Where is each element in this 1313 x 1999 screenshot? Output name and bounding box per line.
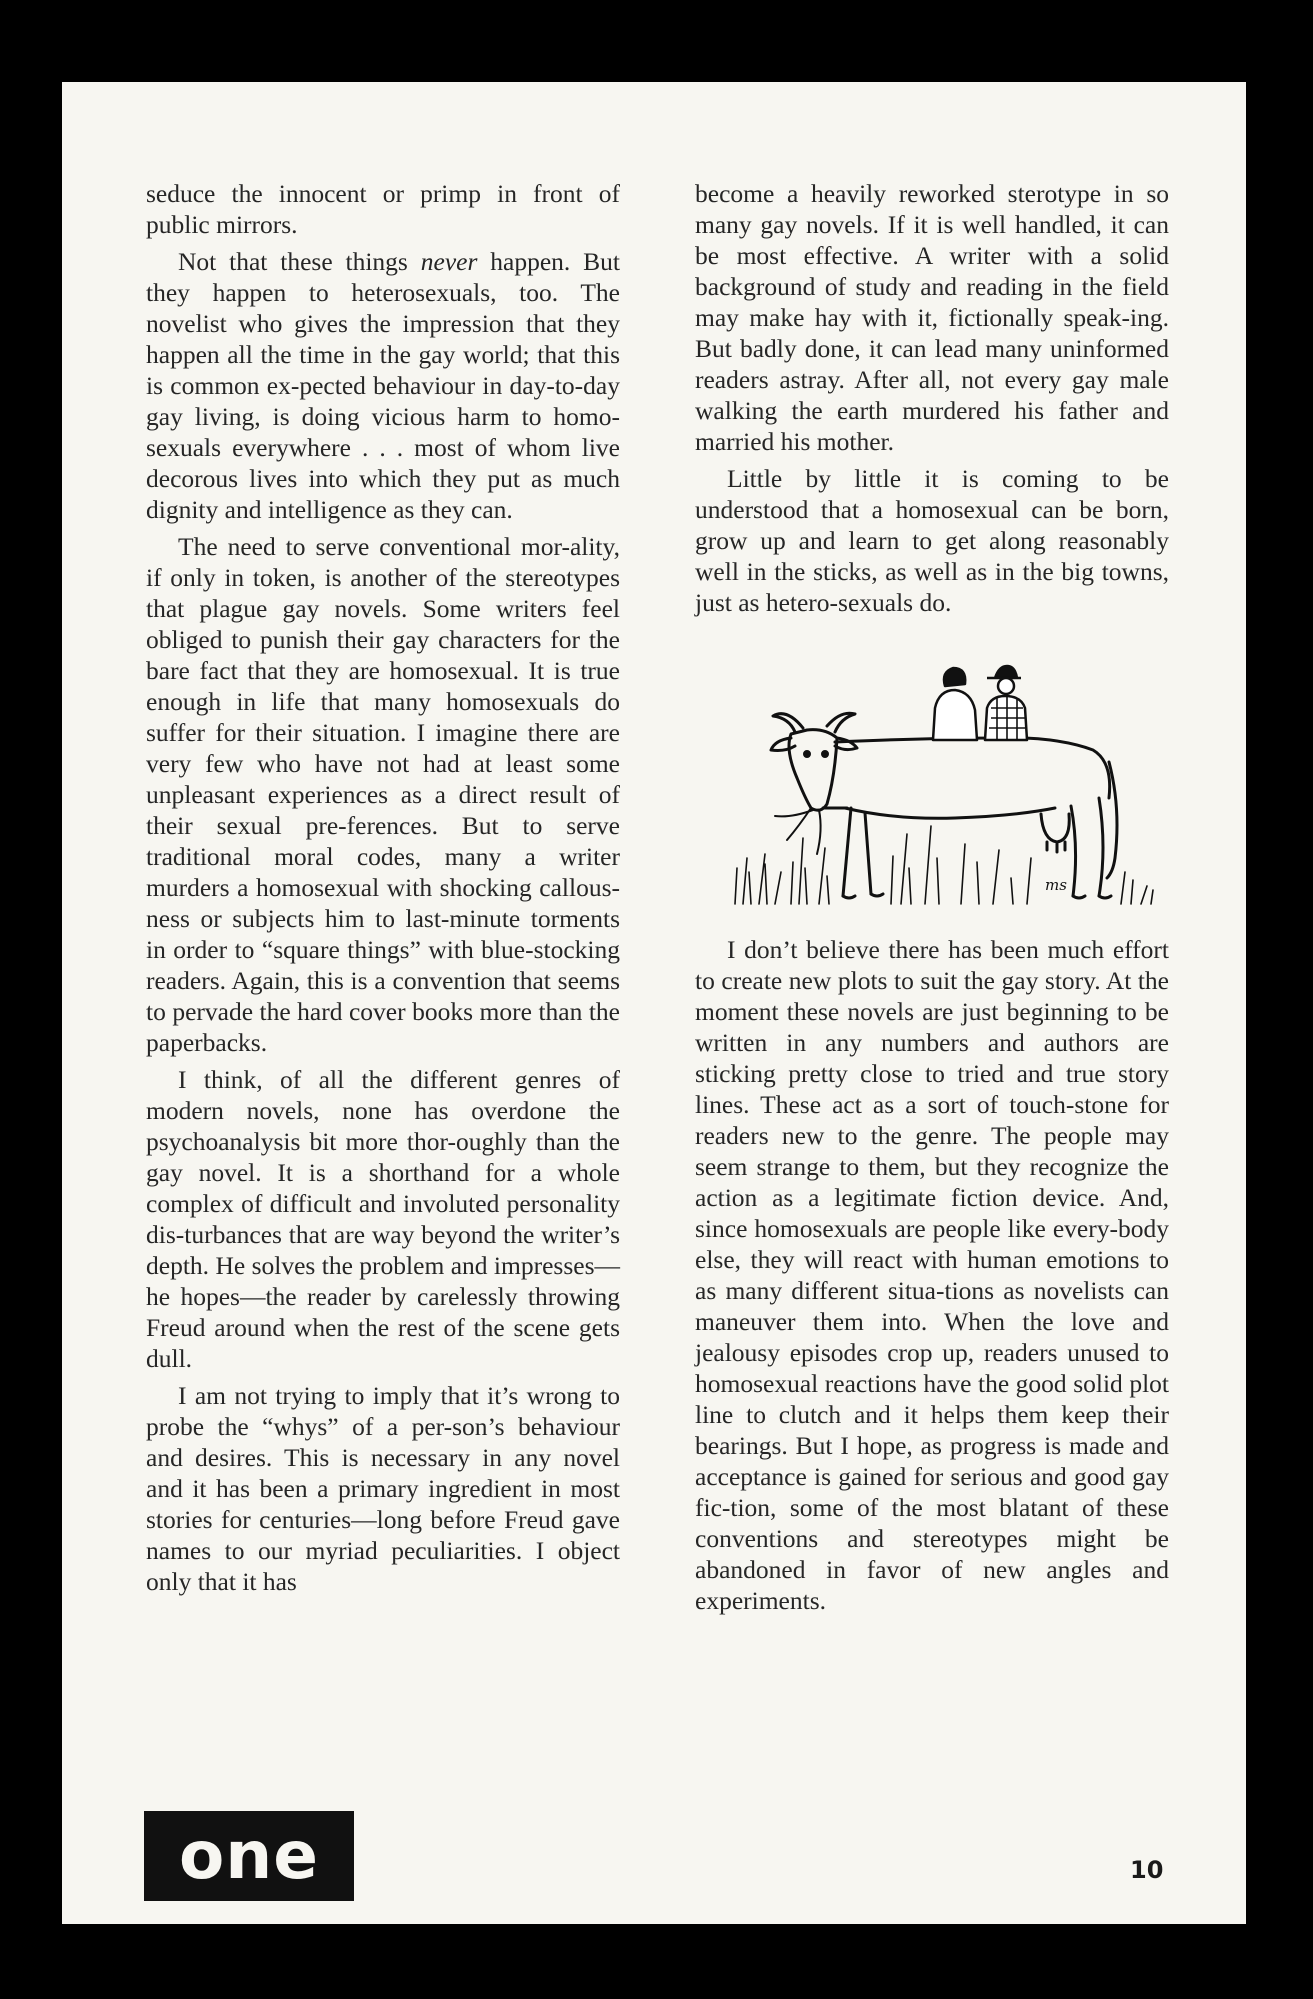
cow-and-two-men-illustration <box>695 658 1169 908</box>
paragraph: I am not trying to imply that it’s wrong to probe the “whys” of a per-son’s behaviour and desires. This is necessary in any novel and it has been a primary ingredient in most stories for centuries—long before Freud gave names to our myriad peculiarities. I object only that it has <box>146 1381 620 1596</box>
paragraph: Not that these things never happen. But they happen to heterosexuals, too. The novelist who gives the impression that they happen all the time in the gay world; that this is common ex-pected behaviour in day-to-day gay living, is doing vicious harm to homo-sexuals everywhere . . . most of whom live decorous lives into which they put as much dignity and intelligence as they can. <box>146 247 621 524</box>
paragraph: I think, of all the different genres of modern novels, none has overdone the psychoanalysis bit more thor-oughly than the gay novel. It is a shorthand for a whole complex of difficult and involuted personality dis-turbances that are way beyond the writer’s depth. He solves the problem and impresses—he hopes—the reader by carelessly throwing Freud around when the rest of the scene gets dull. <box>146 1065 620 1373</box>
paragraph: The need to serve conventional mor-ality, if only in token, is another of the stereotypes that plague gay novels. Some writers feel obliged to punish their gay characters for the bare fact that they are homosexual. It is true enough in life that many homosexuals do suffer for their situation. I imagine there are very few who have not had at least some unpleasant experiences as a direct result of their sexual pre-ferences. But to serve traditional moral codes, many a writer murders a homosexual with shocking callous-ness or subjects him to last-minute torments in order to “square things” with blue-stocking readers. Again, this is a convention that seems to pervade the hard cover books more than the paperbacks. <box>146 532 620 1057</box>
paragraph: I don’t believe there has been much effort to create new plots to suit the gay story. At the moment these novels are just beginning to be written in any numbers and authors are sticking pretty close to tried and true story lines. These act as a sort of touch-stone for readers new to the genre. The people may seem strange to them, but they recognize the action as a legitimate fiction device. And, since homosexuals are people like every-body else, they will react with human emotions to as many different situa-tions as novelists can maneuver them into. When the love and jealousy episodes crop up, readers unused to homosexual reactions have the good solid plot line to clutch and it helps them keep their bearings. But I hope, as progress is made and acceptance is gained for serious and good gay fic-tion, some of the most blatant of these conventions and stereotypes might be abandoned in favor of new angles and experiments. <box>695 935 1169 1615</box>
page-number: 10 <box>1130 1856 1164 1884</box>
left-column <box>146 178 620 1603</box>
artist-signature: ms <box>1045 876 1067 894</box>
logo-text: one <box>178 1817 320 1894</box>
paragraph: seduce the innocent or primp in front of public mirrors. <box>146 179 620 239</box>
magazine-page <box>62 82 1246 1924</box>
magazine-logo <box>144 1811 354 1901</box>
emphasis: never <box>420 247 478 276</box>
paragraph: become a heavily reworked sterotype in so many gay novels. If it is well handled, it can be most effective. A writer with a solid background of study and reading in the field may make hay with it, fictionally speak-ing. But badly done, it can lead many uninformed readers astray. After all, not every gay male walking the earth murdered his father and married his mother. <box>695 179 1169 456</box>
paragraph: Little by little it is coming to be understood that a homosexual can be born, grow up and learn to get along reasonably well in the sticks, as well as in the big towns, just as hetero-sexuals do. <box>695 464 1169 617</box>
right-column <box>695 178 1169 1622</box>
